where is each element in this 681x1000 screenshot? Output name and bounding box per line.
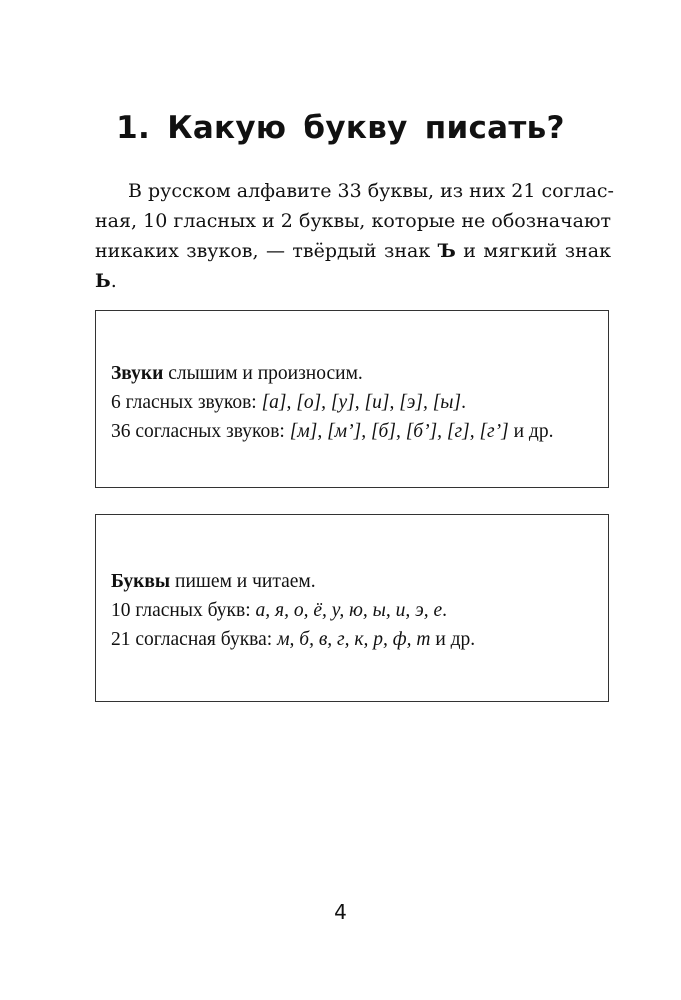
letters-lead-rest: пишем и читаем. [170, 571, 316, 592]
letters-vowels-line [111, 596, 475, 625]
sounds-box-content [111, 359, 553, 446]
sounds-consonants-end: и др. [508, 421, 554, 442]
intro-line-2: ная, 10 гласных и 2 буквы, которые не обозначают [95, 210, 611, 232]
intro-line-4 [95, 266, 611, 296]
letters-box-content [111, 567, 475, 654]
sounds-vowels-label: 6 гласных звуков: [111, 392, 262, 413]
letters-vowels-end: . [442, 600, 447, 621]
letters-heading-line [111, 567, 475, 596]
letters-box [95, 514, 609, 702]
sounds-consonants-list: [м], [м’], [б], [б’], [г], [г’] [289, 421, 509, 442]
intro-line-3-mid: и мягкий знак [455, 240, 611, 262]
sounds-lead: Звуки [111, 363, 164, 384]
letters-vowels-label: 10 гласных букв: [111, 600, 256, 621]
sounds-lead-rest: слышим и произносим. [163, 363, 363, 384]
letters-vowels-list: а, я, о, ё, у, ю, ы, и, э, е [255, 600, 443, 621]
intro-line-3 [95, 236, 611, 266]
soft-sign: Ь [95, 270, 111, 292]
sounds-consonants-line [111, 417, 553, 446]
intro-line-3-text: никаких звуков, — твёрдый знак [95, 240, 438, 262]
letters-consonants-end: и др. [430, 629, 476, 650]
letters-lead: Буквы [111, 571, 171, 592]
intro-line-4-end: . [110, 270, 117, 292]
letters-consonants-list: м, б, в, г, к, р, ф, т [277, 629, 431, 650]
sounds-vowels-list: [а], [о], [у], [и], [э], [ы] [261, 392, 462, 413]
intro-paragraph [95, 176, 614, 296]
sounds-vowels-line [111, 388, 553, 417]
letters-consonants-line [111, 625, 475, 654]
page-number: 4 [334, 900, 347, 924]
hard-sign: Ъ [437, 240, 456, 262]
letters-consonants-label: 21 согласная буква: [111, 629, 278, 650]
intro-line-1: В русском алфавите 33 буквы, из них 21 соглас- [128, 180, 614, 202]
page-title: 1. Какую букву писать? [116, 110, 565, 146]
sounds-heading-line [111, 359, 553, 388]
sounds-box [95, 310, 609, 488]
sounds-vowels-end: . [461, 392, 466, 413]
sounds-consonants-label: 36 согласных звуков: [111, 421, 290, 442]
